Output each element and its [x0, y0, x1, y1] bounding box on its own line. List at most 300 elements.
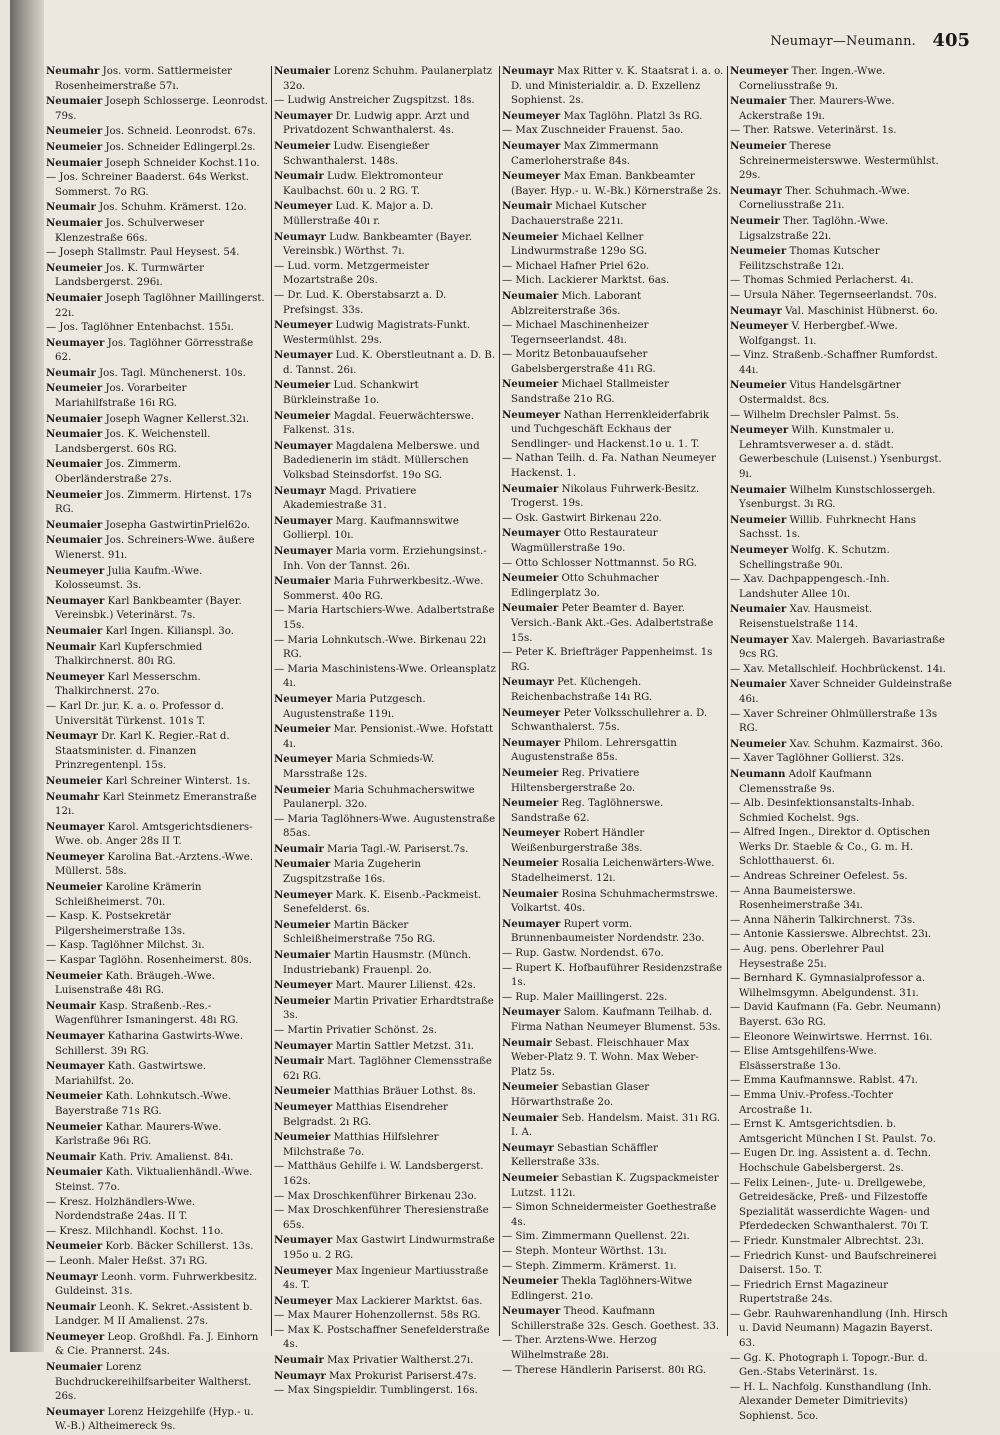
entry-surname: Neumeyer	[730, 65, 789, 77]
entry-details: — Steph. Zimmerm. Krämerst. 1ı.	[502, 1260, 677, 1272]
entry-details: — Jos. Taglöhner Entenbachst. 155ı.	[46, 322, 234, 334]
entry-surname: Neumair	[46, 1300, 96, 1313]
entry-details: — Ther. Arztens-Wwe. Herzog Wilhelmstraße 28ı.	[502, 1335, 657, 1362]
entry-details: — Anna Baumeisterswe. Rosenheimerstraße 34ı.	[730, 885, 863, 912]
entry-surname: Neumeyer	[274, 692, 333, 705]
directory-entry	[502, 991, 724, 1006]
entry-details: — Xaver Schreiner Ohlmüllerstraße 13s RG.	[730, 708, 938, 735]
entry-surname: Neumair	[274, 1055, 324, 1068]
entry-surname: Neumeier	[730, 139, 787, 152]
entry-details: Otto Schuhmacher Edlingerplatz 3o.	[511, 573, 659, 599]
column-rule	[499, 66, 500, 1336]
directory-entry	[274, 948, 496, 978]
entry-details: Willib. Fuhrknecht Hans Sachsst. 1s.	[739, 514, 916, 541]
entry-surname: Neumeier	[274, 783, 331, 796]
entry-surname: Neumeier	[46, 125, 103, 138]
directory-entry	[46, 1196, 268, 1225]
directory-entry	[730, 94, 952, 124]
directory-entry	[46, 1120, 268, 1150]
entry-surname: Neumair	[46, 640, 96, 653]
entry-details: Magdalena Melberswe. und Badedienerin im städt. Müllerschen Volksbad Steinsdorfst. 19o SG.	[283, 440, 480, 482]
directory-entry	[730, 677, 952, 707]
directory-entry	[502, 408, 724, 453]
directory-entry	[502, 1274, 724, 1304]
entry-details: Otto Restaurateur Wagmüllerstraße 19o.	[511, 528, 658, 554]
entry-details: Matthias Eisendreher Belgradst. 2ı RG.	[283, 1101, 448, 1128]
directory-entry	[46, 1165, 268, 1195]
directory-entry	[502, 1005, 724, 1035]
entry-details: Max Taglöhn. Platzl 3s RG.	[563, 110, 703, 122]
directory-entry	[730, 870, 952, 885]
directory-entry	[502, 1304, 724, 1334]
entry-surname: Neumeyer	[274, 753, 333, 766]
entry-details: Karl Steinmetz Emeranstraße 12ı.	[55, 791, 257, 818]
entry-surname: Neumaier	[730, 603, 787, 616]
directory-entry	[502, 64, 724, 109]
entry-details: Karl Schreiner Winterst. 1s.	[105, 775, 251, 787]
directory-entry	[730, 1235, 952, 1250]
entry-surname: Neumayer	[46, 336, 105, 349]
entry-details: — Max K. Postschaffner Senefelderstraße 4s.	[274, 1324, 490, 1351]
directory-entry	[502, 512, 724, 527]
directory-entry	[46, 412, 268, 428]
entry-details: — Rupert K. Hofbauführer Residenzstraße 1s.	[502, 962, 723, 989]
directory-entry	[730, 972, 952, 1001]
entry-details: Pet. Küchengeh. Reichenbachstraße 14ı RG.	[511, 677, 653, 703]
entry-surname: Neumayer	[502, 736, 561, 749]
entry-surname: Neumayer	[46, 1060, 105, 1073]
directory-entry	[274, 169, 496, 199]
entry-surname: Neumeyer	[46, 564, 105, 577]
entry-details: — Mich. Lackierer Marktst. 6as.	[502, 275, 670, 287]
directory-entry	[730, 1045, 952, 1074]
entry-surname: Neumayr	[274, 484, 326, 497]
directory-entry	[274, 1264, 496, 1294]
entry-details: Leop. Großhdl. Fa. J. Einhorn & Cie. Prannerst. 24s.	[55, 1331, 259, 1358]
directory-entry	[274, 1294, 496, 1310]
directory-entry	[730, 797, 952, 826]
entry-details: — Xaver Taglöhner Gollierst. 32s.	[730, 753, 905, 765]
entry-details: Jos. Schulverweser Klenzestraße 66s.	[55, 217, 205, 244]
directory-entry	[730, 1147, 952, 1176]
entry-details: Maria Schuhmacherswitwe Paulanerpl. 32o.	[283, 784, 475, 811]
entry-details: Jos. Tagl. Münchenerst. 10s.	[99, 367, 246, 379]
directory-entry	[502, 348, 724, 377]
directory-entry	[502, 139, 724, 169]
directory-entry	[730, 573, 952, 602]
entry-details: Mark. K. Eisenb.-Packmeist. Senefelderst. 6s.	[283, 889, 482, 916]
directory-entry	[502, 706, 724, 736]
entry-details: Peter Volksschullehrer a. D. Schwanthalerst. 75s.	[511, 707, 708, 734]
directory-entry	[274, 230, 496, 260]
entry-details: Lud. K. Oberstleutnant a. D. B. d. Tannst. 26ı.	[283, 350, 496, 376]
entry-details: Lorenz Buchdruckereihilfsarbeiter Waltherst. 26s.	[55, 1362, 252, 1403]
entry-details: Karolina Bat.-Arztens.-Wwe. Müllerst. 58s.	[55, 851, 253, 878]
entry-details: Jos. Schuhm. Krämerst. 12o.	[99, 202, 247, 214]
directory-entry	[730, 124, 952, 139]
directory-entry	[274, 1384, 496, 1399]
entry-details: Lorenz Heizgehilfe (Hyp.- u. W.-B.) Altheimereck 9s.	[55, 1406, 254, 1433]
entry-surname: Neumayr	[274, 230, 326, 243]
entry-details: — Eugen Dr. ing. Assistent a. d. Techn. Hochschule Gabelsbergerst. 2s.	[730, 1148, 931, 1174]
entry-details: Ther. Ingen.-Wwe. Corneliusstraße 9ı.	[739, 66, 886, 92]
directory-entry	[46, 1330, 268, 1360]
entry-details: Maria Zugeherin Zugspitzstraße 16s.	[283, 859, 421, 886]
entry-details: — Rup. Maler Maillingerst. 22s.	[502, 991, 668, 1003]
entry-surname: Neumaier	[274, 575, 331, 588]
directory-entry	[502, 1334, 724, 1363]
entry-details: Matthias Bräuer Lothst. 8s.	[333, 1086, 476, 1098]
entry-details: — Eleonore Weinwirtswe. Herrnst. 16ı.	[730, 1031, 933, 1043]
entry-details: — Wilhelm Drechsler Palmst. 5s.	[730, 409, 900, 421]
entry-surname: Neumayr	[46, 1270, 98, 1283]
entry-details: — Bernhard K. Gymnasialprofessor a. Wilhelmsgymn. Abelgundenst. 31ı.	[730, 973, 926, 999]
directory-entry	[502, 962, 724, 991]
directory-entry	[274, 1369, 496, 1385]
entry-surname: Neumeyer	[46, 670, 105, 683]
directory-entry	[730, 752, 952, 767]
directory-entry	[274, 1130, 496, 1160]
entry-surname: Neumeier	[274, 139, 331, 152]
entry-details: — Ther. Ratswe. Veterinärst. 1s.	[730, 125, 897, 137]
directory-entry	[46, 939, 268, 954]
entry-surname: Neumaier	[730, 483, 787, 496]
entry-surname: Neumayer	[274, 1039, 333, 1052]
entry-details: — Gebr. Rauhwarenhandlung (Inh. Hirsch u. David Neumann) Magazin Bayerst. 63.	[730, 1308, 948, 1350]
entry-surname: Neumeyer	[502, 827, 561, 840]
entry-surname: Neumeier	[502, 1081, 559, 1094]
directory-entry	[274, 994, 496, 1024]
entry-details: Ludw. Bankbeamter (Bayer. Vereinsbk.) Wörthst. 7ı.	[283, 231, 473, 258]
directory-entry	[274, 692, 496, 722]
directory-entry	[730, 602, 952, 632]
directory-entry	[730, 943, 952, 972]
entry-details: Mart. Maurer Lilienst. 42s.	[335, 980, 476, 992]
entry-details: — Friedrich Kunst- und Baufschreinerei Daiserst. 15o. T.	[730, 1250, 937, 1277]
entry-details: — Kaspar Taglöhn. Rosenheimerst. 80s.	[46, 955, 252, 967]
entry-details: Kathar. Maurers-Wwe. Karlstraße 96ı RG.	[55, 1121, 222, 1148]
directory-entry	[502, 571, 724, 601]
entry-surname: Neumayer	[46, 820, 105, 833]
entry-details: — Kasp. Taglöhner Milchst. 3ı.	[46, 940, 205, 952]
entry-surname: Neumeier	[46, 1120, 103, 1133]
directory-entry	[502, 199, 724, 229]
entry-details: — Emma Kaufmannswe. Rablst. 47ı.	[730, 1075, 918, 1087]
entry-details: Peter Beamter d. Bayer. Versich.-Bank Akt.-Ges. Adalbertstraße 15s.	[511, 603, 714, 644]
entry-details: — Thomas Schmied Perlacherst. 4ı.	[730, 275, 914, 287]
entry-surname: Neumeier	[274, 1085, 331, 1098]
entry-details: Mart. Taglöhner Clemensstraße 62ı RG.	[283, 1056, 492, 1082]
entry-details: — Martin Privatier Schönst. 2s.	[274, 1025, 437, 1036]
entry-surname: Neumeier	[730, 737, 787, 750]
entry-surname: Neumeier	[502, 378, 559, 391]
entry-details: Thekla Taglöhners-Witwe Edlingerst. 21o.	[511, 1276, 693, 1302]
entry-surname: Neumayer	[730, 633, 789, 646]
directory-entry	[46, 291, 268, 321]
entry-details: — Leonh. Maler Heßst. 37ı RG.	[46, 1255, 208, 1267]
directory-entry	[46, 171, 268, 200]
entry-details: — Peter K. Briefträger Pappenheimst. 1s RG.	[502, 647, 713, 673]
directory-entry	[274, 918, 496, 948]
directory-entry	[274, 1324, 496, 1353]
directory-entry	[46, 954, 268, 969]
entry-details: Karl Messerschm. Thalkirchnerst. 27o.	[55, 671, 201, 698]
entry-details: — Sim. Zimmermann Quellenst. 22ı.	[502, 1231, 690, 1243]
entry-details: Nathan Herrenkleiderfabrik und Tuchgeschäft Eckhaus der Sendlinger- und Hackenst.1o u. 1. T.	[511, 409, 710, 450]
directory-entry	[46, 321, 268, 336]
entry-surname: Neumaier	[502, 602, 559, 615]
entry-details: — Ludwig Anstreicher Zugspitzst. 18s.	[274, 95, 475, 107]
entry-details: — Kresz. Milchhandl. Kochst. 11o.	[46, 1225, 224, 1237]
entry-details: — Kasp. K. Postsekretär Pilgersheimerstraße 13s.	[46, 911, 186, 937]
directory-entry	[730, 1118, 952, 1147]
directory-entry	[502, 601, 724, 646]
entry-surname: Neumeyer	[46, 1330, 105, 1343]
entry-details: — Jos. Schreiner Baaderst. 64s Werkst. Sommerst. 7o RG.	[46, 172, 250, 198]
entry-surname: Neumair	[274, 170, 324, 183]
entry-details: Martin Bäcker Schleißheimerstraße 75o RG.	[283, 919, 436, 946]
entry-details: Karoline Krämerin Schleißheimerst. 70ı.	[55, 882, 202, 908]
entry-details: Ther. Maurers-Wwe. Ackerstraße 19ı.	[739, 96, 895, 122]
entry-details: — Felix Leinen-, Jute- u. Drellgewebe, Getreidesäcke, Preß- und Filzestoffe Spezialität wasserdichte Wagen- und Pferdedecken Schwanthalerst. 70ı T.	[730, 1177, 930, 1233]
directory-entry	[46, 594, 268, 624]
directory-entry	[730, 513, 952, 543]
directory-entry	[46, 156, 268, 172]
entry-details: Sebastian K. Zugspackmeister Lutzst. 112ı.	[511, 1172, 719, 1199]
directory-entry	[502, 917, 724, 947]
directory-entry	[730, 1089, 952, 1118]
directory-entry	[502, 1036, 724, 1081]
page	[10, 0, 1000, 1433]
entry-surname: Neumayr	[502, 1141, 554, 1154]
entry-surname: Neumayr	[274, 1369, 326, 1382]
directory-entry	[274, 978, 496, 994]
directory-entry	[502, 377, 724, 407]
entry-surname: Neumair	[274, 1354, 324, 1367]
entry-details: Jos. Vorarbeiter Mariahilfstraße 16ı RG.	[55, 383, 187, 410]
entry-surname: Neumeyer	[274, 319, 333, 332]
entry-surname: Neumaier	[46, 291, 103, 304]
entry-surname: Neumeier	[730, 245, 787, 258]
directory-entry	[46, 216, 268, 246]
directory-entry	[730, 663, 952, 678]
directory-entry	[730, 1031, 952, 1046]
entry-details: Therese Schreinermeisterswwe. Westermühlst. 29s.	[739, 140, 939, 182]
entry-details: V. Herbergbef.-Wwe. Wolfgangst. 1ı.	[739, 321, 898, 347]
directory-entry	[502, 482, 724, 512]
entry-surname: Neumeier	[502, 1171, 559, 1184]
entry-details: — Therese Händlerin Pariserst. 80ı RG.	[502, 1364, 707, 1376]
entry-surname: Neumeier	[274, 1131, 331, 1144]
entry-surname: Neumeier	[46, 488, 103, 501]
entry-details: — Maria Maschinistens-Wwe. Orleansplatz 4ı.	[274, 663, 496, 690]
entry-surname: Neumahr	[46, 790, 100, 803]
entry-details: Julia Kaufm.-Wwe. Kolosseumst. 3s.	[55, 565, 203, 592]
directory-entry	[46, 1360, 268, 1405]
directory-entry	[274, 514, 496, 544]
entry-details: Philom. Lehrersgattin Augustenstraße 85s.	[511, 737, 677, 764]
entry-surname: Neumaier	[502, 1111, 559, 1124]
entry-surname: Neumayer	[274, 349, 333, 362]
directory-entry	[274, 752, 496, 782]
entry-details: — Osk. Gastwirt Birkenau 22o.	[502, 512, 662, 524]
running-head: Neumayr—Neumann.	[770, 34, 916, 49]
directory-entry	[730, 64, 952, 94]
entry-surname: Neumaier	[46, 534, 103, 547]
entry-details: Kath. Lohnkutsch.-Wwe. Bayerstraße 71s RG.	[55, 1091, 232, 1117]
page-header	[44, 30, 978, 54]
entry-surname: Neumeier	[502, 766, 559, 779]
entry-surname: Neumeier	[730, 379, 787, 392]
directory-entry	[730, 1352, 952, 1381]
directory-entry	[274, 289, 496, 318]
directory-entry	[730, 409, 952, 424]
entry-details: Joseph Wagner Kellerst.32ı.	[105, 413, 250, 425]
entry-details: — Max Maurer Hohenzollernst. 58s RG.	[274, 1310, 481, 1322]
entry-details: Michael Kutscher Dachauerstraße 221ı.	[511, 201, 647, 227]
entry-surname: Neumeyer	[730, 320, 789, 333]
entry-details: Rosalia Leichenwärters-Wwe. Stadelheimerst. 12ı.	[511, 858, 715, 885]
entry-details: — Moritz Betonbauaufseher Gabelsbergerstraße 41ı RG.	[502, 349, 656, 375]
directory-entry	[502, 1201, 724, 1230]
entry-details: Kath. Gastwirtswe. Mariahilfst. 2o.	[55, 1061, 207, 1087]
entry-details: Max Prokurist Pariserst.47s.	[329, 1370, 477, 1382]
directory-entry	[274, 484, 496, 514]
directory-entry	[274, 842, 496, 858]
directory-entry	[274, 544, 496, 574]
entry-details: Jos. Schneid. Leonrodst. 67s.	[105, 126, 256, 138]
directory-entry	[46, 640, 268, 670]
entry-details: — Andreas Schreiner Oefelest. 5s.	[730, 871, 908, 883]
entry-details: Wolfg. K. Schutzm. Schellingstraße 90ı.	[739, 545, 890, 571]
entry-surname: Neumeier	[502, 857, 559, 870]
directory-entry	[274, 260, 496, 289]
entry-details: Jos. K. Weichenstell. Landsbergerst. 60s RG.	[55, 429, 211, 455]
entry-surname: Neumaier	[46, 518, 103, 531]
entry-details: Magd. Privatiere Akademiestraße 31.	[283, 485, 417, 512]
directory-entry	[730, 184, 952, 214]
directory-entry	[730, 483, 952, 513]
entry-details: Kath. Bräugeh.-Wwe. Luisenstraße 48ı RG.	[55, 970, 215, 997]
directory-entry	[274, 1054, 496, 1084]
entry-details: Karol. Amtsgerichtsdieners-Wwe. ob. Anger 28s II T.	[55, 821, 253, 848]
entry-details: Max Lackierer Marktst. 6as.	[335, 1295, 483, 1307]
directory-entry	[730, 423, 952, 482]
entry-surname: Neumeyer	[502, 109, 561, 122]
entry-details: — David Kaufmann (Fa. Gebr. Neumann) Bayerst. 63o RG.	[730, 1002, 941, 1028]
directory-entry	[274, 109, 496, 139]
directory-entry	[46, 140, 268, 156]
directory-entry	[46, 624, 268, 640]
directory-entry	[46, 969, 268, 999]
directory-entry	[502, 109, 724, 125]
entry-details: Katharina Gastwirts-Wwe. Schillerst. 39ı RG.	[55, 1031, 244, 1057]
entry-details: Michael Kellner Lindwurmstraße 129o SG.	[511, 231, 648, 258]
entry-surname: Neumeier	[46, 140, 103, 153]
directory-entry	[502, 646, 724, 675]
directory-entry	[46, 124, 268, 140]
entry-details: — Otto Schlosser Nottmannst. 5o RG.	[502, 557, 697, 569]
directory-entry	[730, 214, 952, 244]
entry-details: — Alb. Desinfektionsanstalts-Inhab. Schmied Kochelst. 9gs.	[730, 798, 915, 824]
directory-entry	[730, 1001, 952, 1030]
entry-surname: Neumeier	[502, 230, 559, 243]
directory-entry	[274, 348, 496, 378]
directory-entry	[730, 289, 952, 304]
entry-details: Leonh. vorm. Fuhrwerkbesitz. Guldeinst. 31s.	[55, 1271, 258, 1298]
entry-details: — Karl Dr. jur. K. a. o. Professor d. Universität Türkenst. 101s T.	[46, 700, 224, 727]
entry-details: Jos. Schreiners-Wwe. äußere Wienerst. 91ı.	[55, 535, 255, 561]
directory-entry	[502, 1364, 724, 1379]
directory-entry	[46, 1270, 268, 1300]
directory-entry	[502, 947, 724, 962]
directory-entry	[46, 774, 268, 790]
entry-details: Maria Putzgesch. Augustenstraße 119ı.	[283, 693, 426, 720]
entry-surname: Neumeier	[502, 572, 559, 585]
entry-details: Vitus Handelsgärtner Ostermaldst. 8cs.	[739, 380, 901, 407]
entry-details: — Xav. Metallschleif. Hochbrückenst. 14ı.	[730, 663, 946, 675]
directory-entry	[46, 1029, 268, 1059]
entry-surname: Neumaier	[730, 95, 787, 108]
entry-details: — Max Droschkenführer Theresienstraße 65s.	[274, 1205, 489, 1231]
entry-details: Kath. Priv. Amalienst. 84ı.	[99, 1151, 234, 1163]
entry-details: Val. Maschinist Hübnerst. 6o.	[785, 305, 938, 317]
entry-surname: Neumeier	[274, 409, 331, 422]
directory-column-4	[730, 64, 952, 1423]
directory-entry	[46, 1225, 268, 1240]
entry-details: Ludw. Elektromonteur Kaulbachst. 60ı u. 2 RG. T.	[283, 171, 443, 197]
directory-entry	[46, 564, 268, 594]
entry-surname: Neumayer	[502, 1006, 561, 1019]
entry-details: Lorenz Schuhm. Paulanerplatz 32o.	[283, 66, 493, 92]
entry-surname: Neumair	[46, 1150, 96, 1163]
directory-entry	[46, 1405, 268, 1435]
entry-surname: Neumayer	[274, 109, 333, 122]
directory-entry	[46, 1059, 268, 1089]
entry-details: Karl Kupferschmied Thalkirchnerst. 80ı RG.	[55, 641, 203, 668]
directory-entry	[46, 381, 268, 411]
entry-details: Wilhelm Kunstschlossergeh. Ysenburgst. 3ı RG.	[739, 484, 936, 511]
entry-surname: Neumair	[502, 200, 552, 213]
entry-details: Xav. Schuhm. Kazmairst. 36o.	[789, 738, 944, 750]
entry-details: Matthias Hilfslehrer Milchstraße 7o.	[283, 1132, 439, 1158]
directory-entry	[46, 790, 268, 820]
entry-details: Reg. Taglöhnerswe. Sandstraße 62.	[511, 798, 664, 824]
entry-details: Michael Stallmeister Sandstraße 21o RG.	[511, 379, 669, 406]
entry-details: — Maria Taglöhners-Wwe. Augustenstraße 85as.	[274, 813, 496, 840]
entry-surname: Neumeyer	[502, 706, 561, 719]
entry-surname: Neumair	[46, 201, 96, 214]
directory-entry	[46, 729, 268, 774]
directory-entry	[730, 1074, 952, 1089]
entry-surname: Neumeyer	[730, 424, 789, 437]
entry-details: — Michael Maschinenheizer Tegernseerlandst. 48ı.	[502, 320, 649, 346]
entry-surname: Neumeir	[730, 214, 780, 227]
entry-surname: Neumayr	[730, 304, 782, 317]
directory-entry	[502, 169, 724, 199]
directory-entry	[274, 1024, 496, 1039]
directory-entry	[274, 888, 496, 918]
entry-surname: Neumeier	[46, 1240, 103, 1253]
entry-surname: Neumayer	[46, 594, 105, 607]
entry-surname: Neumayer	[274, 545, 333, 557]
entry-details: — Vinz. Straßenb.-Schaffner Rumfordst. 44ı.	[730, 350, 938, 376]
entry-surname: Neumann	[730, 767, 786, 780]
entry-details: Martin Sattler Metzst. 31ı.	[335, 1040, 474, 1052]
directory-entry	[46, 261, 268, 291]
entry-details: — Elise Amtsgehilfens-Wwe. Elsässerstraße 13o.	[730, 1046, 877, 1072]
directory-entry	[46, 670, 268, 700]
